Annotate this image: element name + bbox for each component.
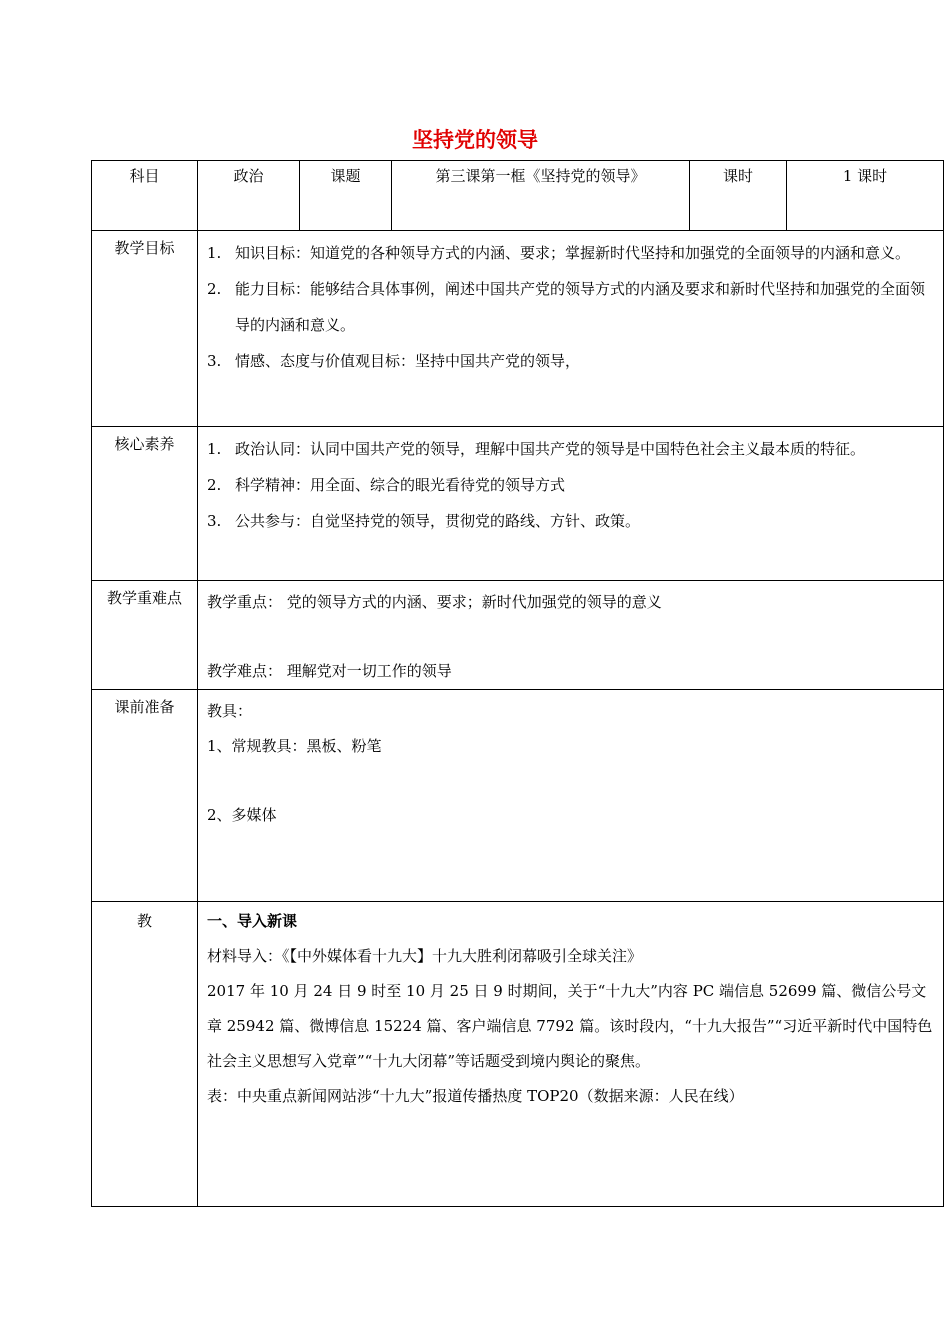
material-intro: 材料导入：《【中外媒体看十九大】十九大胜利闭幕吸引全球关注》 (207, 947, 643, 965)
process-cell (198, 902, 944, 1207)
prep-item-1: 1、常规教具：黑板、粉笔 (207, 737, 382, 755)
hours-value: 1 课时 (787, 161, 944, 231)
list-item: 2. 能力目标：能够结合具体事例，阐述中国共产党的领导方式的内涵及要求和新时代坚持和加强党的全面领导的内涵和意义。 (207, 280, 926, 334)
teaching-difficulty: 教学难点： 理解党对一切工作的领导 (207, 662, 452, 680)
literacy-label: 核心素养 (92, 427, 198, 581)
process-row (92, 902, 944, 1207)
teaching-focus: 教学重点： 党的领导方式的内涵、要求；新时代加强党的领导的意义 (207, 593, 662, 611)
prep-item-2: 2、多媒体 (207, 806, 277, 824)
lesson-plan-table (91, 160, 944, 1207)
list-item: 3. 情感、态度与价值观目标：坚持中国共产党的领导， (207, 352, 581, 370)
page-title: 坚持党的领导 (412, 128, 538, 152)
hours-label: 课时 (690, 161, 787, 231)
process-label: 教 (92, 902, 198, 1207)
prep-label: 课前准备 (92, 690, 198, 902)
literacy-list (198, 427, 944, 581)
section-title: 一、导入新课 (207, 912, 298, 930)
keypoints-cell (198, 581, 944, 690)
topic-value: 第三课第一框《坚持党的领导》 (392, 161, 690, 231)
subject-value: 政治 (198, 161, 300, 231)
list-item: 3. 公共参与：自觉坚持党的领导，贯彻党的路线、方针、政策。 (207, 512, 641, 530)
goals-label: 教学目标 (92, 231, 198, 427)
table-caption: 表：中央重点新闻网站涉“十九大”报道传播热度 TOP20（数据来源：人民在线） (207, 1087, 744, 1105)
list-item: 1. 知识目标：知道党的各种领导方式的内涵、要求；掌握新时代坚持和加强党的全面领导的内涵和意义。 (207, 244, 911, 262)
topic-label: 课题 (300, 161, 392, 231)
subject-label: 科目 (92, 161, 198, 231)
keypoints-row (92, 581, 944, 690)
prep-heading: 教具： (207, 702, 253, 720)
header-row (92, 161, 944, 231)
literacy-row (92, 427, 944, 581)
goals-list (198, 231, 944, 427)
statistics-paragraph: 2017 年 10 月 24 日 9 时至 10 月 25 日 9 时期间，关于“十九大”内容 PC 端信息 52699 篇、微信公号文章 25942 篇、微博信息 15224 篇、客户端信息 7792 篇。该时段内，“十九大报告”“习近平新时代中国特色社会主义思想写入党章”“十九大闭幕”等话题受到境内舆论的聚焦。 (207, 982, 933, 1070)
prep-cell (198, 690, 944, 902)
keypoints-label: 教学重难点 (92, 581, 198, 690)
list-item: 2. 科学精神：用全面、综合的眼光看待党的领导方式 (207, 476, 566, 494)
prep-row (92, 690, 944, 902)
list-item: 1. 政治认同：认同中国共产党的领导，理解中国共产党的领导是中国特色社会主义最本质的特征。 (207, 440, 866, 458)
goals-row (92, 231, 944, 427)
